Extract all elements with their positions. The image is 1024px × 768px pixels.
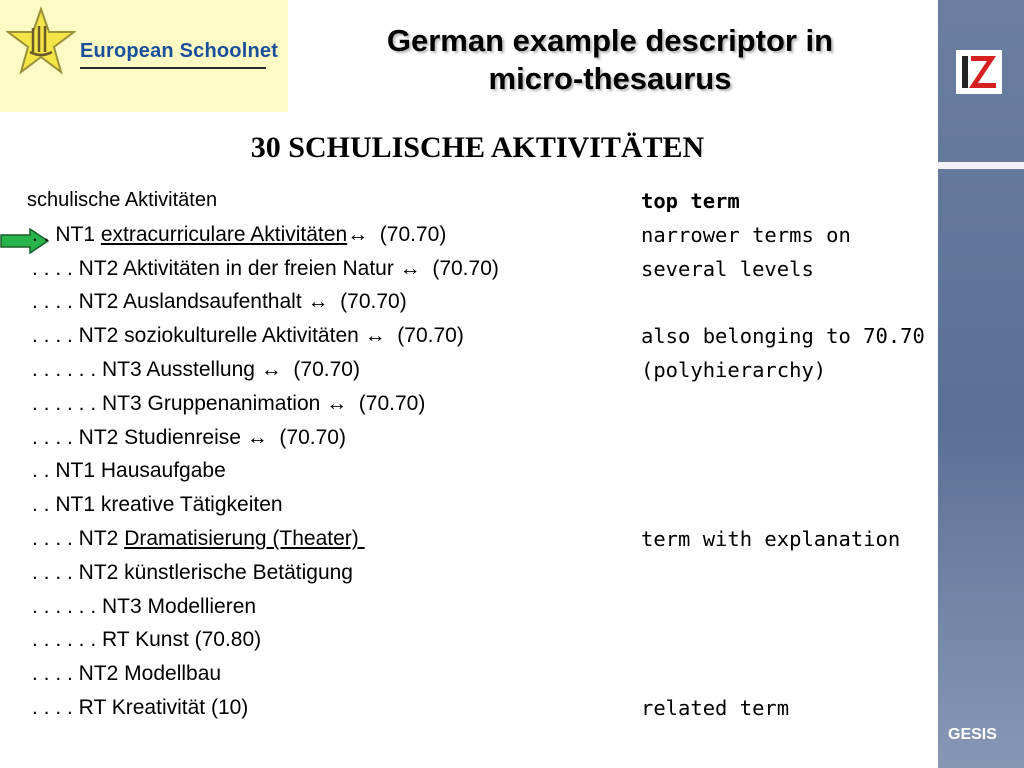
term-prefix: . . . . . . NT3 Ausstellung ↔ (70.70) <box>32 358 360 381</box>
logo-underline <box>80 67 266 69</box>
descriptor-term <box>32 595 256 619</box>
star-icon <box>6 6 76 76</box>
list-item <box>0 290 938 324</box>
term-annotation: (polyhierarchy) <box>641 358 827 382</box>
descriptor-term <box>32 358 360 382</box>
title-line-2: micro-thesaurus <box>488 61 732 96</box>
term-annotation: narrower terms on <box>641 222 851 247</box>
term-prefix: . . NT1 Hausaufgabe <box>32 459 226 483</box>
descriptor-term <box>32 493 283 517</box>
term-prefix: . . . . NT2 Auslandsaufenthalt ↔ (70.70) <box>32 290 407 314</box>
descriptor-term <box>27 189 217 212</box>
logo-text: European Schoolnet <box>80 40 279 62</box>
descriptor-term <box>32 324 464 348</box>
page-title <box>300 22 920 98</box>
list-item <box>0 561 938 595</box>
list-item <box>0 459 938 493</box>
term-prefix: . . . . . . NT3 Gruppenanimation ↔ (70.70) <box>32 391 426 415</box>
descriptor-term <box>32 696 248 720</box>
term-prefix: . . . . NT2 Aktivitäten in der freien Natur ↔ (70.70) <box>32 256 499 280</box>
descriptor-term <box>32 561 353 585</box>
list-item <box>0 358 938 392</box>
descriptor-term <box>32 426 346 450</box>
term-prefix: . . NT1 kreative Tätigkeiten <box>32 493 283 517</box>
term-suffix: ↔ (70.70) <box>347 222 447 246</box>
term-annotation: related term <box>641 696 790 720</box>
descriptor-term <box>32 290 407 314</box>
term-prefix: . . . . . . NT3 Modellieren <box>32 594 257 618</box>
list-item <box>0 189 938 223</box>
list-item <box>0 493 938 527</box>
descriptor-term <box>32 527 365 551</box>
sidebar-bar <box>938 0 1024 768</box>
term-prefix: . . . . NT2 Studienreise ↔ (70.70) <box>32 425 346 449</box>
term-annotation: several levels <box>641 256 814 281</box>
list-item <box>0 223 938 257</box>
term-prefix: . . . . NT2 <box>32 527 125 550</box>
term-annotation: top term <box>641 189 740 213</box>
term-prefix: . . . . RT Kreativität (10) <box>32 696 249 719</box>
european-schoolnet-logo <box>0 0 288 112</box>
term-prefix: . . . . NT2 soziokulturelle Aktivitäten ↔ (70.70) <box>32 324 464 348</box>
term-annotation: also belonging to 70.70 <box>641 324 925 349</box>
gesis-label: GESIS <box>948 726 997 743</box>
descriptor-term <box>32 392 425 416</box>
term-annotation: term with explanation <box>641 527 901 551</box>
term-prefix: schulische Aktivitäten <box>27 189 218 211</box>
iz-logo-icon <box>956 50 1002 94</box>
list-item <box>0 324 938 358</box>
list-item <box>0 392 938 426</box>
term-prefix: . . . . . . RT Kunst (70.80) <box>32 628 262 652</box>
term-prefix: . . . . NT2 Modellbau <box>32 662 222 686</box>
term-prefix: . . . . NT2 künstlerische Betätigung <box>32 560 353 584</box>
descriptor-term <box>32 628 261 652</box>
section-heading: 30 SCHULISCHE AKTIVITÄTEN <box>250 131 705 164</box>
list-item <box>0 696 938 730</box>
descriptor-term <box>32 257 499 281</box>
list-item <box>0 628 938 662</box>
list-item <box>0 426 938 460</box>
descriptor-term <box>32 662 221 686</box>
term-link[interactable]: Dramatisierung (Theater) <box>124 527 365 550</box>
descriptor-term <box>32 223 446 247</box>
list-item <box>0 595 938 629</box>
term-prefix: . . NT1 <box>32 222 101 246</box>
list-item <box>0 662 938 696</box>
list-item <box>0 527 938 561</box>
title-line-1: German example descriptor in <box>386 23 834 58</box>
term-link[interactable]: extracurriculare Aktivitäten <box>100 222 348 246</box>
list-item <box>0 257 938 291</box>
descriptor-term <box>32 459 226 483</box>
